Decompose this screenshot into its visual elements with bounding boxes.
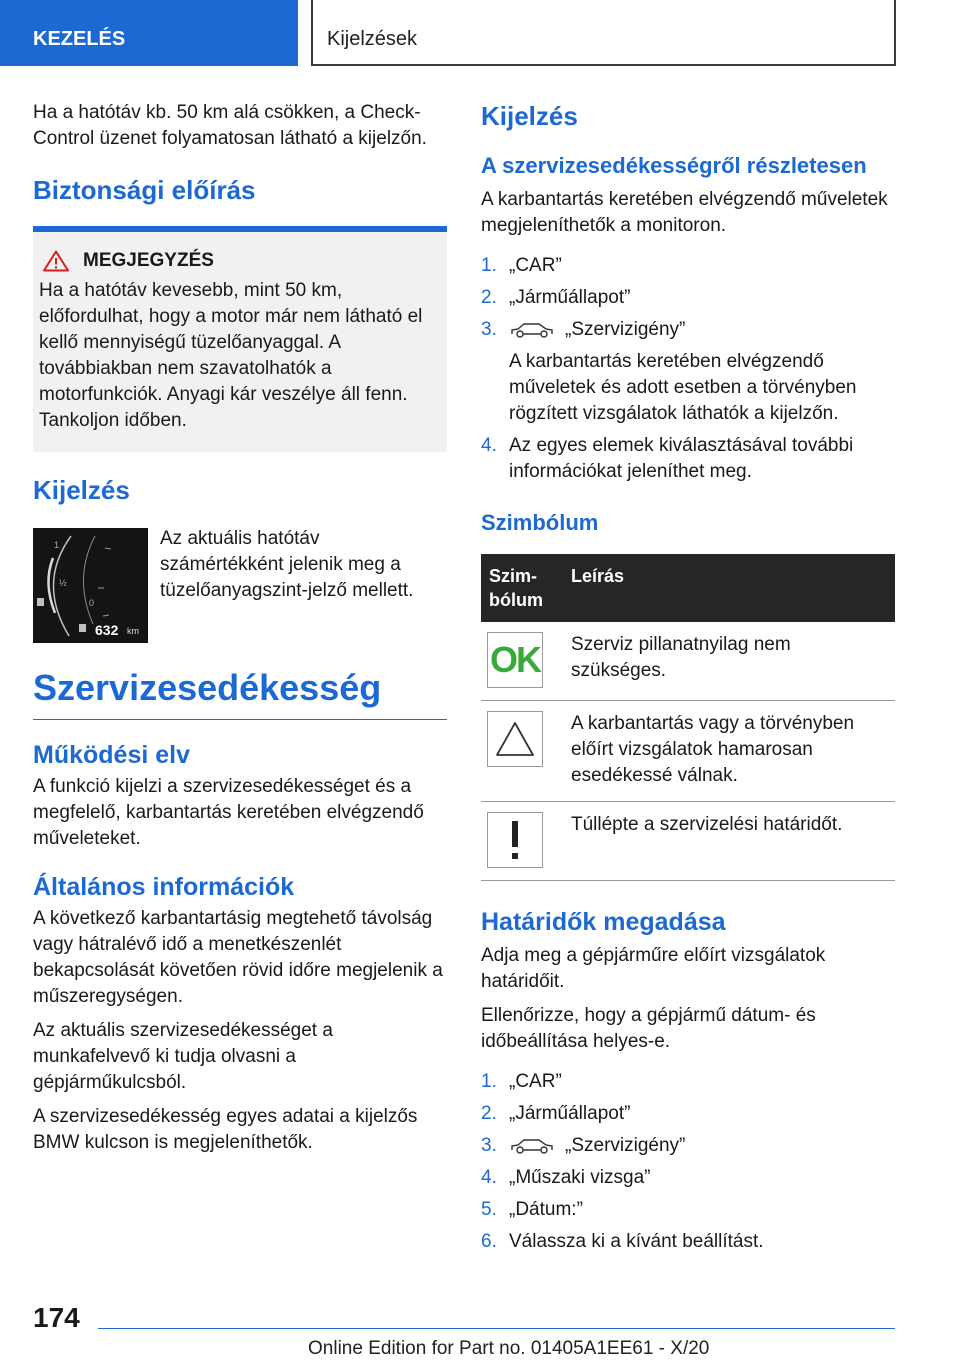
details-steps — [481, 253, 895, 485]
symbol-heading: Szimbólum — [481, 510, 599, 535]
general-heading: Általános információk — [33, 873, 295, 901]
fuel-gauge-image — [33, 528, 148, 643]
deadlines-text-1: Adja meg a gépjárműre előírt vizsgálatok határidőit. — [481, 945, 826, 992]
list-item: 4. Az egyes elemek kiválasztásával további információkat jeleníthet meg. — [481, 435, 854, 482]
list-item: 3. „Szervizigény” — [481, 1135, 686, 1156]
ok-symbol-text: OK — [490, 639, 540, 680]
right-column — [481, 100, 895, 1261]
exclamation-icon — [487, 812, 543, 868]
display-description: Az aktuális hatótáv számértékként jelenik meg a tüzelőanyagszint-jelző mellett. — [160, 528, 414, 601]
display-heading-right: Kijelzés — [481, 101, 578, 131]
notice-label: MEGJEGYZÉS — [83, 250, 214, 271]
range-value: 632 — [95, 622, 119, 638]
list-item: 2. „Járműállapot” — [481, 1103, 631, 1124]
col-symbol-header: Szim- bólum — [481, 554, 563, 622]
list-item: 4. „Műszaki vizsga” — [481, 1167, 651, 1188]
car-icon — [509, 1137, 555, 1155]
list-item: 3. „Szervizigény” A karbantartás keretében elvégzendő műveletek és adott esetben a törvényben rögzített vizsgálatok láthatók a kijelzőn. — [481, 317, 895, 427]
display-figure-row — [33, 526, 447, 643]
footer-edition: Online Edition for Part no. 01405A1EE61 - X/20 — [308, 1338, 710, 1359]
table-row — [481, 701, 895, 802]
details-heading: A szervizesedékességről részletesen — [481, 153, 867, 178]
details-text: A karbantartás keretében elvégzendő műveletek megjeleníthetők a monitoron. — [481, 189, 888, 236]
general-text-3: A szervizesedékesség egyes adatai a kijelzős BMW kulcson is megjeleníthetők. — [33, 1106, 418, 1153]
ok-symbol — [487, 632, 543, 688]
car-icon — [509, 321, 555, 339]
table-row — [481, 802, 895, 881]
notice-box — [33, 226, 447, 452]
chapter-title-box — [311, 0, 896, 66]
range-unit: km — [127, 626, 139, 636]
deadlines-heading: Határidők megadása — [481, 908, 726, 936]
table-row — [481, 622, 895, 701]
notice-text: Ha a hatótáv kevesebb, mint 50 km, előfordulhat, hogy a motor már nem látható el kellő mennyiségű tüzelőanyaggal. A továbbiakban nem szavatolhatók a motorfunkciók. Anyagi kár veszélye áll fenn. Tankoljon időben. — [39, 280, 423, 431]
service-heading: Szervizesedékesség — [33, 667, 447, 720]
page-number: 174 — [33, 1302, 80, 1333]
list-item: 6. Válassza ki a kívánt beállítást. — [481, 1231, 764, 1252]
display-heading-left: Kijelzés — [33, 475, 130, 505]
principle-text: A funkció kijelzi a szervizesedékességet és a megfelelő, karbantartás keretében elvégzendő műveleteket. — [33, 776, 424, 849]
list-item: 5. „Dátum:” — [481, 1199, 583, 1220]
gauge-tick-1: 1 — [54, 540, 60, 550]
deadlines-text-2: Ellenőrizze, hogy a gépjármű dátum- és időbeállítása helyes-e. — [481, 1005, 816, 1052]
gauge-tick-half: ½ — [59, 578, 67, 588]
list-item: 2. „Járműállapot” — [481, 287, 631, 308]
warning-triangle-icon — [487, 711, 543, 767]
safety-heading: Biztonsági előírás — [33, 175, 256, 205]
table-header-row — [481, 554, 895, 622]
page-header — [0, 0, 960, 66]
general-text-2: Az aktuális szervizesedékességet a munkafelvevő ki tudja olvasni a gépjárműkulcsból. — [33, 1020, 333, 1093]
col-desc-header: Leírás — [563, 554, 895, 622]
symbol-table — [481, 554, 895, 881]
gauge-tick-0: 0 — [89, 598, 95, 608]
principle-heading: Működési elv — [33, 741, 190, 769]
warning-icon — [43, 250, 69, 272]
deadline-steps — [481, 1069, 895, 1255]
left-column — [33, 100, 447, 1164]
list-item: 1. „CAR” — [481, 255, 562, 276]
footer-rule — [98, 1328, 895, 1329]
general-text-1: A következő karbantartásig megtehető távolság vagy hátralévő idő a menetkészenlét bekapcsolását követően rövid időre megjelenik a műszeregységen. — [33, 908, 443, 1007]
notice-head — [39, 250, 439, 272]
step-sub-text: A karbantartás keretében elvégzendő műveletek és adott esetben a törvényben rögzített vizsgálatok láthatók a kijelzőn. — [509, 351, 857, 424]
list-item: 1. „CAR” — [481, 1071, 562, 1092]
section-tab: KEZELÉS — [0, 0, 298, 66]
chapter-title: Kijelzések — [327, 28, 418, 50]
row-desc: Túllépte a szervizelési határidőt. — [563, 802, 895, 881]
row-desc: Szerviz pillanatnyilag nem szükséges. — [563, 622, 895, 701]
intro-text: Ha a hatótáv kb. 50 km alá csökken, a Check-Control üzenet folyamatosan látható a kijelzőn. — [33, 102, 427, 149]
row-desc: A karbantartás vagy a törvényben előírt vizsgálatok hamarosan esedékessé válnak. — [563, 701, 895, 802]
